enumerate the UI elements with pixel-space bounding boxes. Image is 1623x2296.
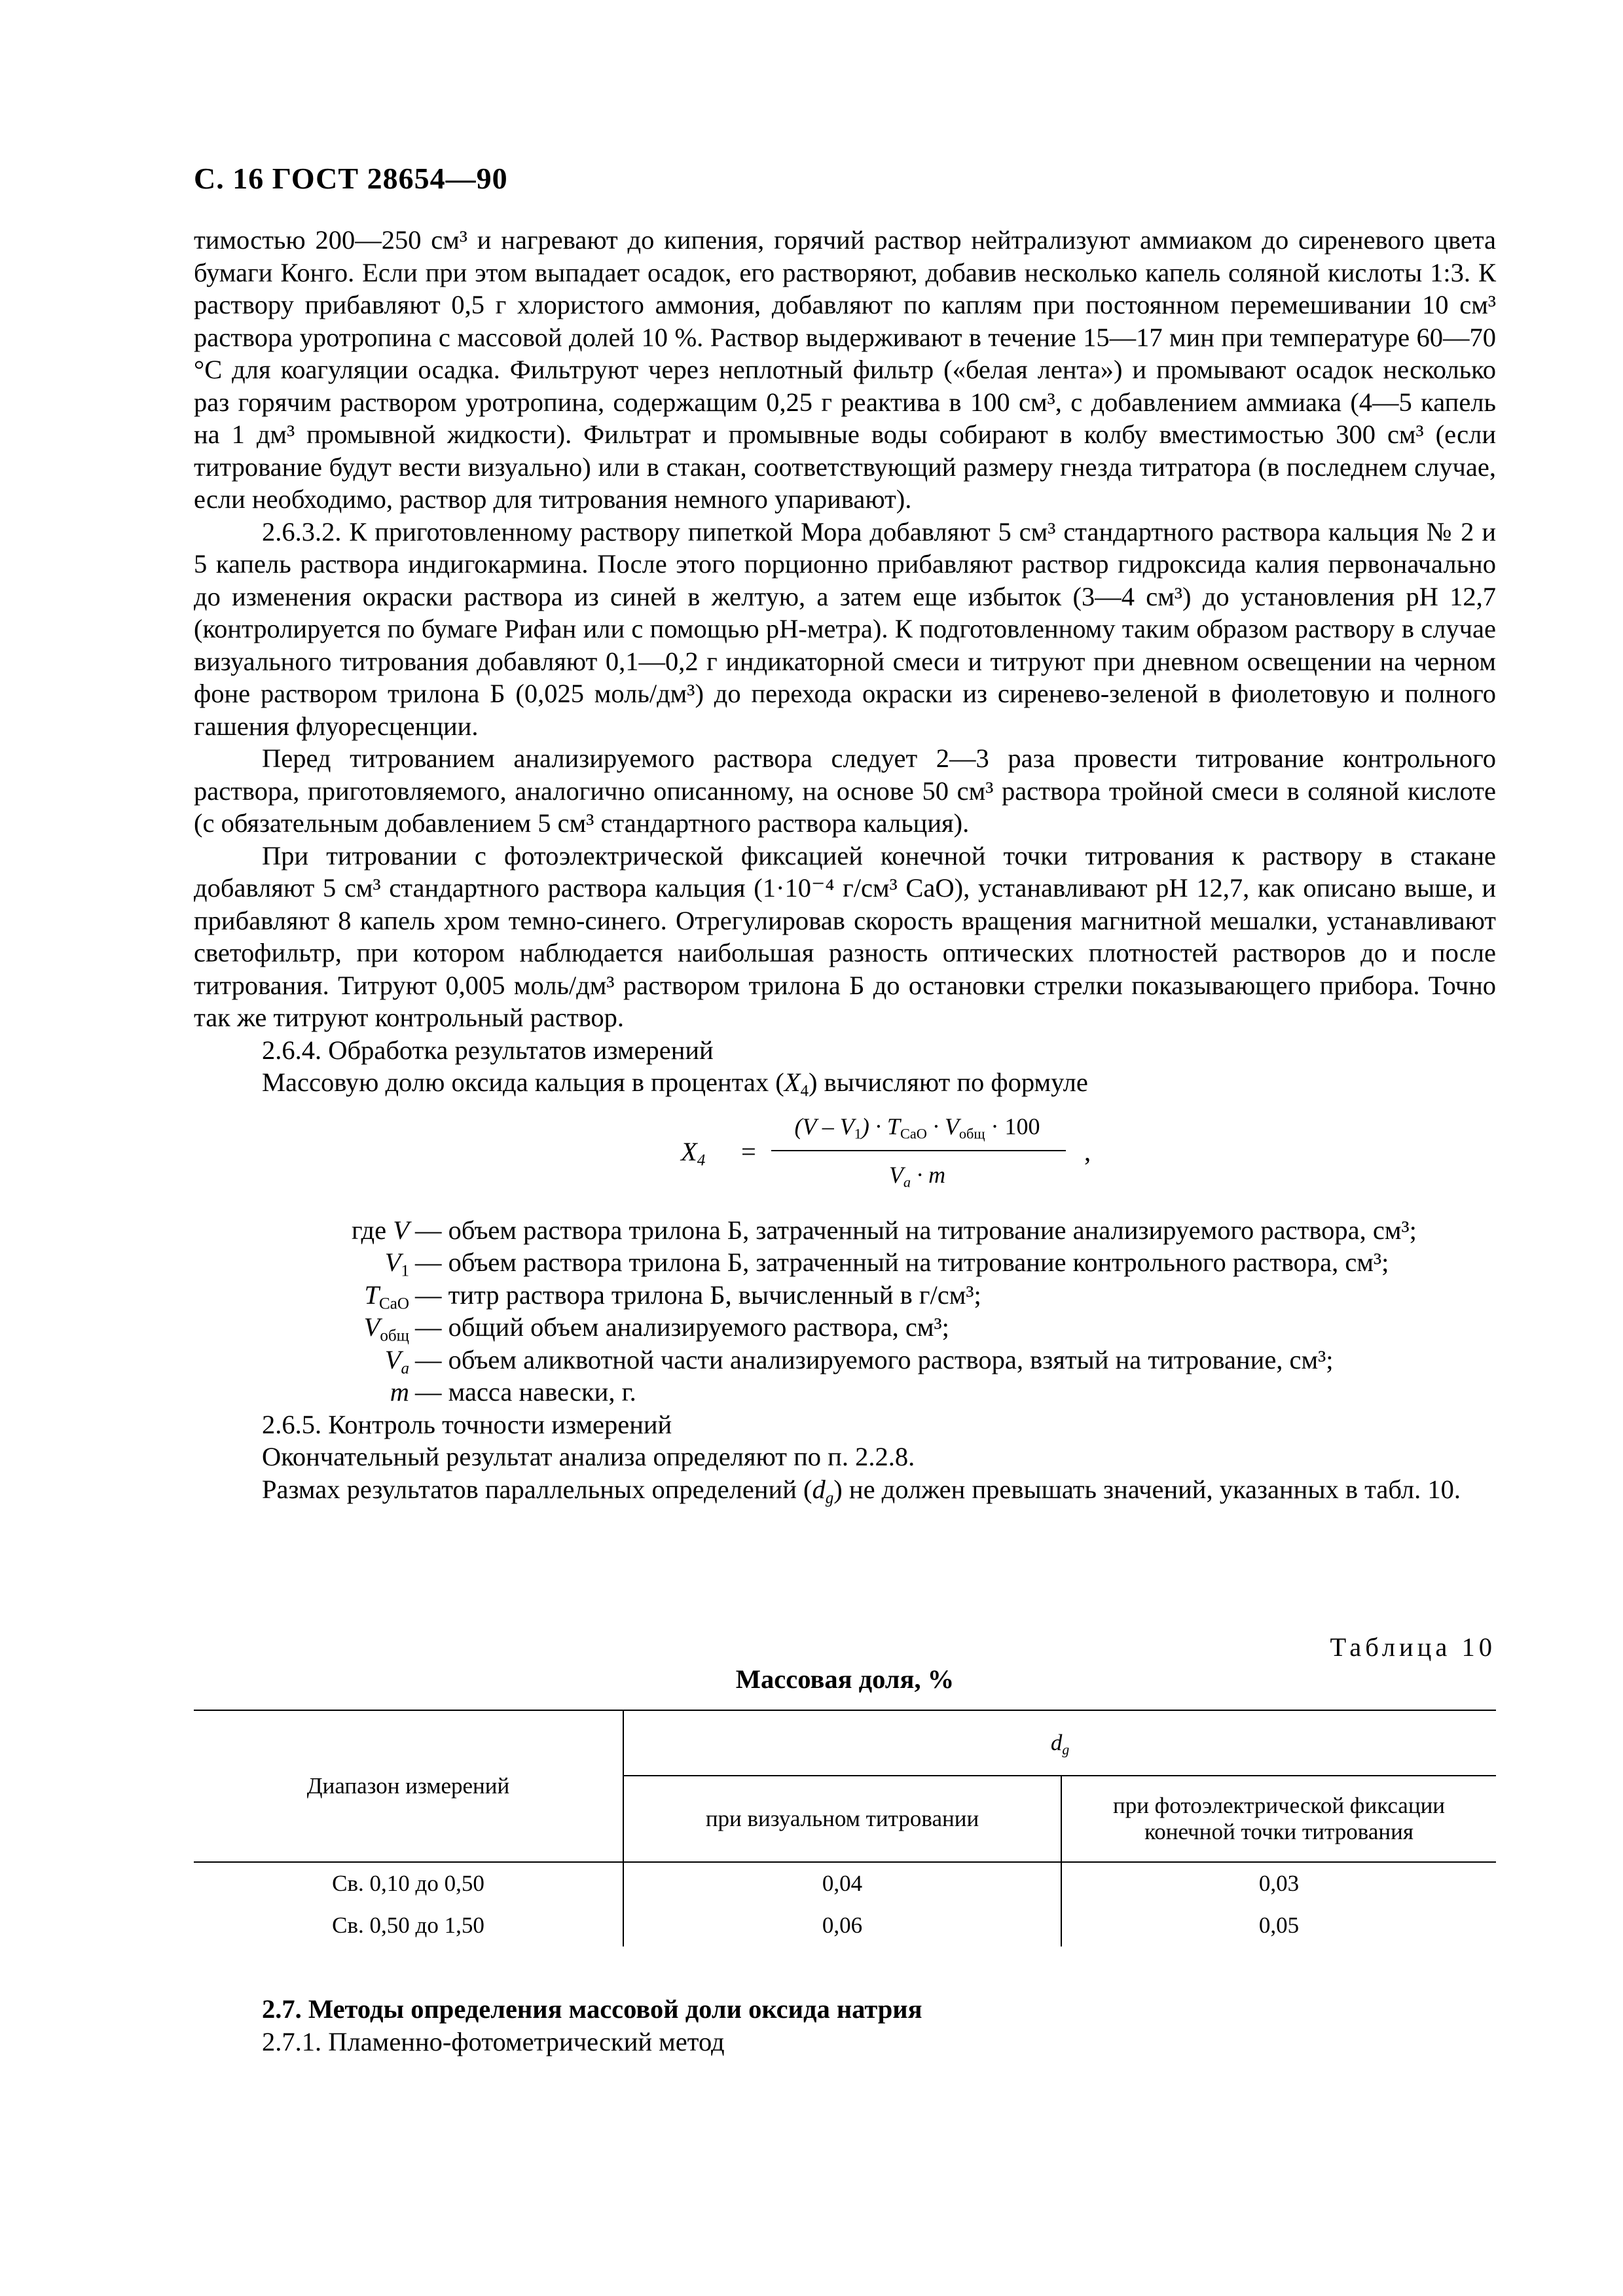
definitions-list bbox=[194, 1214, 1496, 1408]
heading-2-6-5: 2.6.5. Контроль точности измерений bbox=[262, 1409, 672, 1439]
paragraph-final-result: Окончательный результат анализа определяют по п. 2.2.8. bbox=[262, 1442, 915, 1471]
cell-visual: 0,06 bbox=[623, 1905, 1061, 1946]
formula-fraction-bar bbox=[771, 1150, 1066, 1151]
header-dg: $d_g$ bbox=[623, 1710, 1496, 1776]
paragraph-2-6-3-2: 2.6.3.2. К приготовленному раствору пипеткой Мора добавляют 5 см³ стандартного раствора кальция № 2 и 5 капель раствора индигокармина. После этого порционно прибавляют раствор гидроксида калия первоначально до изменения окраски раствора из синей в желтую, а затем еще избыток (3—4 см³) до установления рН 12,7 (контролируется по бумаге Рифан или с помощью рН-метра). К подготовленному таким образом раствору в случае визуального титрования добавляют 0,1—0,2 г индикаторной смеси и титруют при дневном освещении на черном фоне раствором трилона Б (0,025 моль/дм³) до перехода окраски из сиреневo-зеленой в фиолетовую и полного гашения флуоресценции. bbox=[194, 516, 1496, 741]
formula-comma: , bbox=[1084, 1136, 1091, 1166]
section-heading: 2.7. Методы определения массовой доли оксида натрия bbox=[262, 1994, 922, 2024]
header-visual: при визуальном титровании bbox=[623, 1776, 1061, 1862]
paragraph-photoelectric: При титровании с фотоэлектрической фиксацией конечной точки титрования к раствору в стакане добавляют 5 см³ стандартного раствора кальция (1·10⁻⁴ г/см³ СаО), устанавливают рН 12,7, как описано выше, и прибавляют 8 капель хром темно-синего. Отрегулировав скорость вращения магнитной мешалки, устанавливают светофильтр, при котором наблюдается наибольшая разность оптических плотностей растворов до и после титрования. Титруют 0,005 моль/дм³ раствором трилона Б до остановки стрелки показывающего прибора. Точно так же титруют контрольный раствор. bbox=[194, 840, 1496, 1032]
paragraph-formula-intro: Массовую долю оксида кальция в процентах $(X_4)$ вычисляют по формуле bbox=[262, 1067, 1088, 1100]
definition-va: $V_a$ — объем аликвотной части анализируемого раствора, взятый на титрование, см³; bbox=[384, 1344, 1334, 1378]
paragraph-continuation: тимостью 200—250 см³ и нагревают до кипения, горячий раствор нейтрализуют аммиаком до сиреневого цвета бумаги Конго. Если при этом выпадает осадок, его растворяют, добавив несколько капель соляной кислоты 1:3. К раствору прибавляют 0,5 г хлористого аммония, добавляют по каплям при постоянном перемешивании 10 см³ раствора уротропина с массовой долей 10 %. Раствор выдерживают в течение 15—17 мин при температуре 60—70 °С для коагуляции осадка. Фильтруют через неплотный фильтр («белая лента») и промывают осадок несколько раз горячим раствором уротропина, содержащим 0,25 г реактива в 100 см³, с добавлением аммиака (4—5 капель на 1 дм³ промывной жидкости). Фильтрат и промывные воды собирают в колбу вместимостью 300 см³ (если титрование будут вести визуально) или в стакан, соответствующий размеру гнезда титратора (в последнем случае, если необходимо, раствор для титрования немного упаривают). bbox=[194, 225, 1496, 514]
section-2-7 bbox=[262, 1993, 922, 2058]
formula-equals: = bbox=[741, 1136, 756, 1166]
cell-photo: 0,05 bbox=[1061, 1905, 1496, 1946]
formula-lhs: $X_4$ bbox=[681, 1136, 706, 1170]
formula-denominator: $V_a \cdot m$ bbox=[888, 1161, 946, 1191]
definition-vobsh: $V_{общ}$ — общий объем анализируемого раствора, см³; bbox=[363, 1312, 949, 1345]
definition-v1: $V_1$ — объем раствора трилона Б, затраченный на титрование контрольного раствора, см³; bbox=[384, 1247, 1389, 1280]
subsection-heading: 2.7.1. Пламенно-фотометрический метод bbox=[262, 2026, 725, 2056]
table-title: Массовая доля, % bbox=[735, 1664, 955, 1694]
formula-x4 bbox=[194, 1107, 1496, 1205]
table-row bbox=[194, 1862, 1496, 1905]
page-header: С. 16 ГОСТ 28654—90 bbox=[194, 162, 508, 195]
table-10 bbox=[194, 1710, 1496, 1946]
document-body bbox=[194, 224, 1496, 1505]
cell-range: Св. 0,50 до 1,50 bbox=[332, 1912, 484, 1938]
heading-2-6-4: 2.6.4. Обработка результатов измерений bbox=[262, 1035, 714, 1065]
header-photo: при фотоэлектрической фиксации конечной точки титрования bbox=[1061, 1776, 1496, 1862]
table-row bbox=[194, 1905, 1496, 1946]
definition-m: m — масса навески, г. bbox=[390, 1377, 636, 1407]
cell-range: Св. 0,10 до 0,50 bbox=[332, 1871, 484, 1896]
header-range: Диапазон измерений bbox=[194, 1710, 623, 1862]
definition-tcao: $T_{CaO}$ — титр раствора трилона Б, вычисленный в г/см³; bbox=[364, 1280, 981, 1313]
cell-photo: 0,03 bbox=[1061, 1862, 1496, 1905]
definition-v: где V — объем раствора трилона Б, затраченный на титрование анализируемого раствора, см³; bbox=[351, 1215, 1417, 1245]
paragraph-range: Размах результатов параллельных определений $(d_g)$ не должен превышать значений, указанных в табл. 10. bbox=[262, 1474, 1461, 1507]
paragraph-control-titration: Перед титрованием анализируемого раствора следует 2—3 раза провести титрование контрольного раствора, приготовляемого, аналогично описанному, на основе 50 см³ раствора тройной смеси в соляной кислоте (с обязательным добавлением 5 см³ стандартного раствора кальция). bbox=[194, 744, 1496, 838]
formula-numerator: $(V - V_1) \cdot T_{CaO} \cdot V_{общ} \cdot 100$ bbox=[794, 1113, 1040, 1142]
cell-visual: 0,04 bbox=[623, 1862, 1061, 1905]
table-caption: Таблица 10 bbox=[1330, 1632, 1496, 1662]
